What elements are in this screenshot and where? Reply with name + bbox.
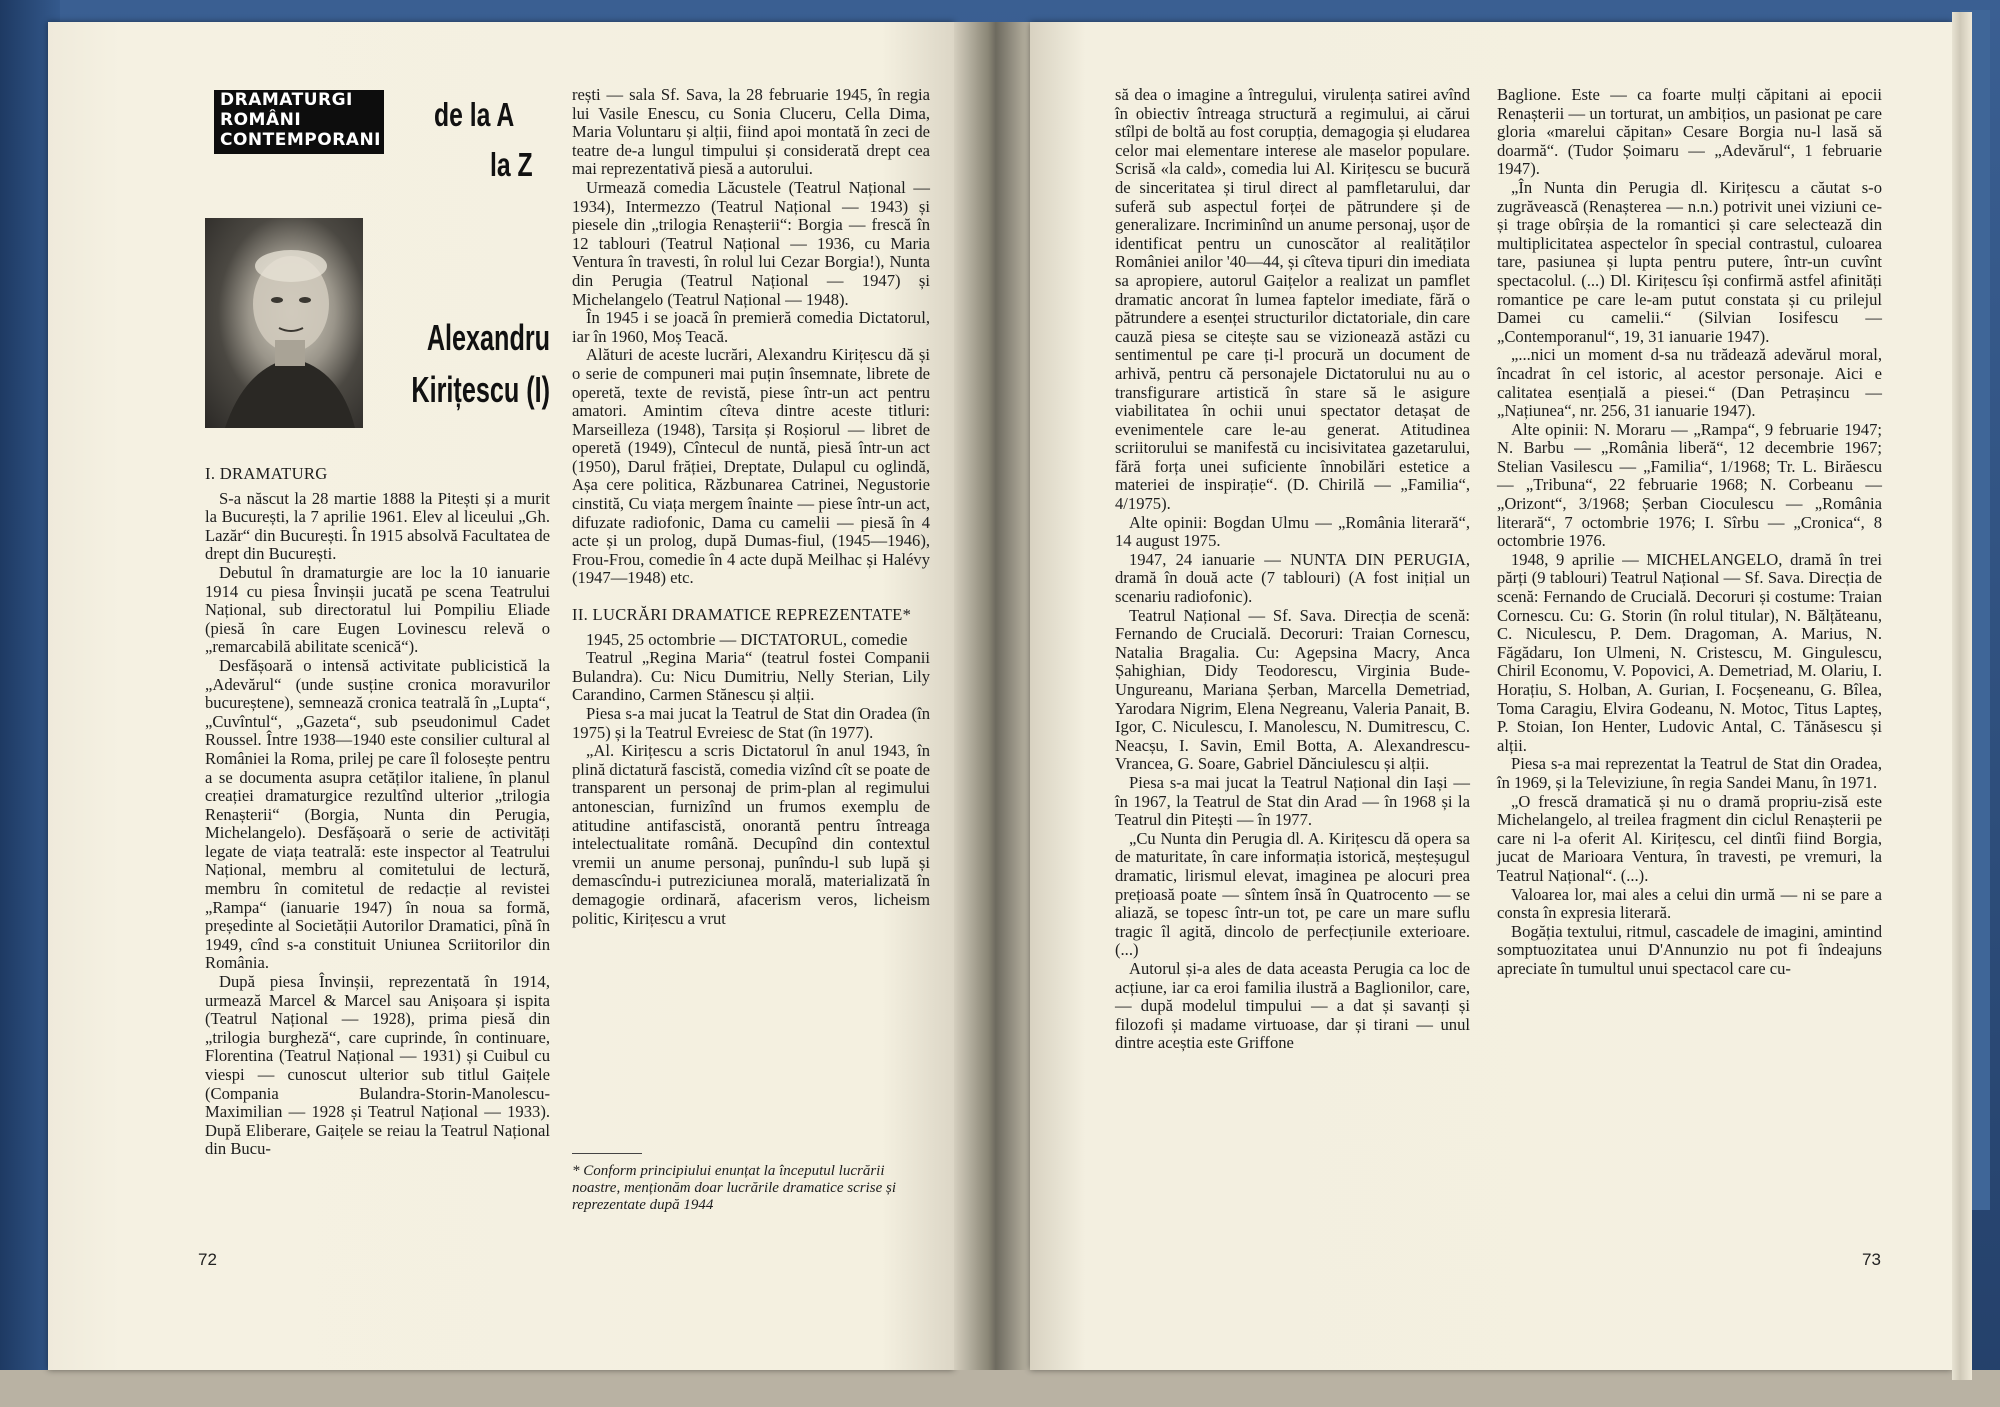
paragraph: Piesa s-a mai jucat la Teatrul Național din Iași — în 1967, la Teatrul de Stat din Arad — în 1968 și la Teatrul din Pitești — în 1977. [1115,772,1470,830]
author-portrait-photo [205,218,363,428]
author-first-name: Alexandru [426,317,550,358]
paragraph: rești — sala Sf. Sava, la 28 februarie 1945, în regia lui Vasile Enescu, cu Sonia Cluceru, Cella Dima, Maria Voluntaru și alții, fiind apoi montată în zeci de teatre de-a lungul timpului și considerată drept cea mai reprezentativă piesă a autorului. [572,85,930,179]
paragraph: să dea o imagine a întregului, virulența satirei avînd în obiectiv întreaga structură a regimului, ai cărui stîlpi de boltă au fost corupția, demagogia și eludarea celor mai elementare interese ale maselor populare. Scrisă «la cald», comedia lui Al. Kirițescu se bucură de sinceritatea și tirul direct al pamfletarului, dar suferă sub aspectul forței de pătrundere și de generalizare. Incriminînd un anume personaj, ușor de identificat pentru un cunoscător al realităților României anilor '40—44, și cîteva tipuri din imediata sa apropiere, autorul Gaițelor a realizat un pamflet dramatic ancorat în lumea faptelor imediate, fără o pătrundere a esenței structurilor dictatoriale, din care cauză piesa se citește sau se vizionează astăzi cu sentimentul pe care ți-l procură un document de arhivă, pentru că personajele Dictatorului nu au o transfigurare artistică în stare să le asigure viabilitatea în ochii unui spectator detașat de evenimentele care le-au generat. Atitudinea scriitorului se manifestă cu incisivitatea gazetarului, fără forța unei suficiente înnobilări estetice a materiei de inspirație“. (D. Chirilă — „Familia“, 4/1975). [1115,85,1470,514]
paragraph: Autorul și-a ales de data aceasta Perugia ca loc de acțiune, iar ca eroi familia ilustră a Baglionilor, care, — după modelul timpului — a dat și savanți și filozofi și madame virtuoase, dar și tirani — unul dintre aceștia este Griffone [1115,958,1470,1053]
paragraph: Teatrul Național — Sf. Sava. Direcția de scenă: Fernando de Crucială. Decoruri: Traian Cornescu, Natalia Bragalia. Cu: Agepsina Macry, Anca Șahighian, Didy Teodorescu, Virginia Bude-Ungureanu, Mariana Șerban, Marcella Demetriad, Yarodara Nigrim, Elena Negreanu, Valeria Panait, B. Igor, C. Niculescu, I. Manolescu, N. Dumitrescu, C. Neacșu, I. Savin, Emil Botta, A. Alexandrescu-Vrancea, G. Soare, Gabriel Dănciulescu și alții. [1115,605,1470,774]
paragraph: Piesa s-a mai reprezentat la Teatrul de Stat din Oradea, în 1969, și la Televiziune, în regia Sandei Manu, în 1971. [1497,754,1882,792]
paragraph: 1948, 9 aprilie — MICHELANGELO, dramă în trei părți (9 tablouri) Teatrul Național — Sf. Sava. Direcția de scenă: Fernando de Crucială. Decoruri și costume: Traian Cornescu. Cu: G. Storin (în rolul titular), N. Bălțăteanu, C. Niculescu, P. Dem. Dragoman, A. Marius, N. Făgădaru, Ion Ulmeni, N. Cristescu, M. Gingulescu, Chiril Economu, V. Popovici, A. Demetriad, M. Olariu, I. Horațiu, S. Holban, A. Gurian, I. Focșeneanu, G. Bîlea, Toma Caragiu, Elvira Godeanu, N. Motoc, Titus Lapteș, P. Stoian, Ion Henter, Ludovic Antal, C. Tănăsescu și alții. [1497,549,1882,755]
paragraph: În 1945 i se joacă în premieră comedia Dictatorul, iar în 1960, Moș Teacă. [572,308,930,346]
page-number-left: 72 [198,1250,217,1269]
section-heading: I. DRAMATURG [205,464,328,483]
paragraph: Desfășoară o intensă activitate publicistică la „Adevărul“ (unde susține cronica moravurilor bucureștene), semnează cronica teatrală în „Lupta“, „Cuvîntul“, „Gazeta“, sub pseudonimul Cadet Roussel. Între 1938—1940 este consilier cultural al României la Roma, prilej pe care îl folosește pentru a se documenta asupra cetăților italiene, în planul creației dramaturgice rezultînd ulterior „trilogia Renașterii“ (Borgia, Nunta din Perugia, Michelangelo). Desfășoară o serie de activități legate de viața teatrală: este inspector al Teatrului Național, membru al comitetului de lectură, membru în comitetul de redacție al revistei „Rampa“ (ianuarie 1947) în noua sa formă, președinte al Societății Autorilor Dramatici, pînă în 1949, cînd s-a constituit Uniunea Scriitorilor din România. [205,655,550,973]
book-gutter [954,22,1030,1370]
footnote-rule [572,1153,642,1154]
series-logo [214,90,384,154]
paragraph: „În Nunta din Perugia dl. Kirițescu a căutat s-o zugrăvească (Renașterea — n.n.) potrivit unei viziuni ce-și trage obîrșia de la romantici și care selectează din multiplicitatea aspectelor în special contrastul, culoarea tare, pasiunea și lupta pentru putere, într-un cuvînt spectacolul. (...) Dl. Kirițescu își confirmă astfel afinități romantice pe care le-am putut constata și cu prilejul Damei cu camelii.“ (Silvian Iosifescu — „Contemporanul“, 19, 31 ianuarie 1947). [1497,177,1882,346]
series-line-3: CONTEMPORANI [220,130,381,150]
paragraph: S-a născut la 28 martie 1888 la Pitești și a murit la București, la 7 aprilie 1961. Elev al liceului „Gh. Lazăr“ din București. În 1915 absolvă Facultatea de drept din București. [205,488,550,564]
series-range-from: de la A [434,96,515,133]
series-range-to: la Z [490,146,533,183]
paragraph: Alte opinii: Bogdan Ulmu — „România literară“, 14 august 1975. [1115,512,1470,551]
left-page-column-2 [572,86,930,928]
paragraph: Urmează comedia Lăcustele (Teatrul Național — 1934), Intermezzo (Teatrul Național — 1943) și piesele din „trilogia Renașterii“: Borgia — frescă în 12 tablouri (Teatrul Național — 1936, cu Maria Ventura în travesti, în rolul lui Cezar Borgia!), Nunta din Perugia (Teatrul Național — 1947) și Michelangelo (Teatrul Național — 1948). [572,177,930,309]
paragraph: Alături de aceste lucrări, Alexandru Kirițescu dă și o serie de compuneri mai puțin însemnate, librete de operetă, texte de revistă, piese într-un act pentru amatori. Amintim cîteva dintre aceste titluri: Marseilleza (1948), Tarsița și Roșiorul — libret de operetă (1949), Cîntecul de nuntă, piesă într-un act (1950), Darul frăției, Dreptate, Dulapul cu oglindă, Așa cere politica, Răzbunarea Catrinei, Negustorie cinstită, Cu viața mergem înainte — piese într-un act, difuzate radiofonic, Dama cu camelii — piesă în 4 acte și un prolog, după Dumas-fiul, (1945—1946), Frou-Frou, comedie în 4 acte după Meilhac și Halévy (1947—1948) etc. [572,345,930,588]
series-line-1: DRAMATURGI [220,90,353,110]
paragraph: Valoarea lor, mai ales a celui din urmă — ni se pare a consta în expresia literară. [1497,884,1882,923]
footnote: * Conform principiului enunțat la începutul lucrării noastre, menționăm doar lucrările dramatice scrise și reprezentate după 1944 [572,1163,897,1213]
paragraph: Bogăția textului, ritmul, cascadele de imagini, amintind somptuozitatea unui D'Annunzio nu pot fi îndeajuns apreciate în tumultul unui spectacol care cu- [1497,921,1882,978]
paragraph: După piesa Învinșii, reprezentată în 1914, urmează Marcel & Marcel sau Anișoara și ispita (Teatrul Național — 1928), prima piesă din „trilogia burgheză“, care cuprinde, în continuare, Florentina (Teatrul Național — 1931) și Cuibul cu viespi — cunoscut ulterior sub titlul Gaițele (Compania Bulandra-Storin-Manolescu-Maximilian — 1928 și Teatrul Național — 1933). După Eliberare, Gaițele se reiau la Teatrul Național din Bucu- [205,972,550,1159]
paragraph: „O frescă dramatică și nu o dramă propriu-zisă este Michelangelo, al treilea fragment din ciclul Renașterii pe care ni l-a oferit Al. Kirițescu, cel dintîi fiind Borgia, jucat de Marioara Ventura, în travesti, pe vremuri, la Teatrul Național“. (...). [1497,791,1882,885]
paragraph: Baglione. Este — ca foarte mulți căpitani ai epocii Renașterii — un torturat, un ambițios, un pasionat pe care gloria «marelui căpitan» Cesare Borgia nu-l lasă să doarmă“. (Tudor Șoimaru — „Adevărul“, 1 februarie 1947). [1497,85,1882,179]
section-heading: II. LUCRĂRI DRAMATICE REPREZENTATE* [572,605,912,625]
series-line-2: ROMÂNI [220,110,302,130]
page-edges [1952,12,1972,1380]
table-surface [0,1370,2000,1407]
author-last-name: Kirițescu (I) [411,369,550,410]
page-number-right: 73 [1862,1250,1881,1269]
paragraph: „Cu Nunta din Perugia dl. A. Kirițescu dă opera sa de maturitate, în care informația istorică, meșteșugul dramatic, lirismul elevat, imaginea pe alocuri prea prețioasă poate — sîntem însă în Quatrocento — se aliază, se topesc într-un tot, pe care un mare suflu tragic îl agită, dincolo de perfecțiunile exterioare. (...) [1115,828,1470,960]
paragraph: Teatrul „Regina Maria“ (teatrul fostei Companii Bulandra). Cu: Nicu Dumitriu, Nelly Sterian, Lily Carandino, Carmen Stănescu și alții. [572,648,930,705]
portrait-silhouette [205,218,363,428]
paragraph: Piesa s-a mai jucat la Teatrul de Stat din Oradea (în 1975) și la Teatrul Evreiesc de Stat (în 1977). [572,704,930,742]
series-header [214,68,569,183]
paragraph: „...nici un moment d-sa nu trădează adevărul moral, încadrat în cel istoric, al acestor personaje. Aici e calitatea esențială a piesei.“ (Dan Petrașincu — „Națiunea“, nr. 256, 31 ianuarie 1947). [1497,345,1882,421]
paragraph: 1947, 24 ianuarie — NUNTA DIN PERUGIA, dramă în două acte (7 tablouri) (A fost inițial un scenariu radiofonic). [1115,549,1470,607]
right-page-column-1 [1115,86,1470,1053]
paragraph: „Al. Kirițescu a scris Dictatorul în anul 1943, în plină dictatură fascistă, comedia vizînd cît se poate de transparent un personaj de prim-plan al regimului antonescian, furnizînd un frumos exemplu de atitudine antifascistă, onorantă pentru întreaga intelectualitate română. Decupînd din contextul vremii un anume personaj, punîndu-l sub lupă și demascîndu-i putreziciunea morală, materializată în demagogie ordinară, afacerism veros, licheism politic, Kirițescu a vrut [572,741,931,928]
paragraph: 1945, 25 octombrie — DICTATORUL, comedie [586,629,908,649]
right-page-column-2 [1497,86,1882,979]
paragraph: Debutul în dramaturgie are loc la 10 ianuarie 1914 cu piesa Învinșii jucată pe scena Teatrului Național, sub directoratul lui Pompiliu Eliade (piesă în care Eugen Lovinescu relevă o „remarcabilă abilitate scenică“). [205,562,550,657]
left-page-column-1 [205,455,550,1159]
paragraph: Alte opinii: N. Moraru — „Rampa“, 9 februarie 1947; N. Barbu — „România liberă“, 12 decembrie 1967; Stelian Vasilescu — „Familia“, 1/1968; Tr. L. Birăescu — „Tribuna“, 22 februarie 1968; N. Corbeanu — „Orizont“, 3/1968; Șerban Cioculescu — „România literară“, 7 octombrie 1976; I. Sîrbu — „Cronica“, 8 octombrie 1976. [1497,419,1882,551]
